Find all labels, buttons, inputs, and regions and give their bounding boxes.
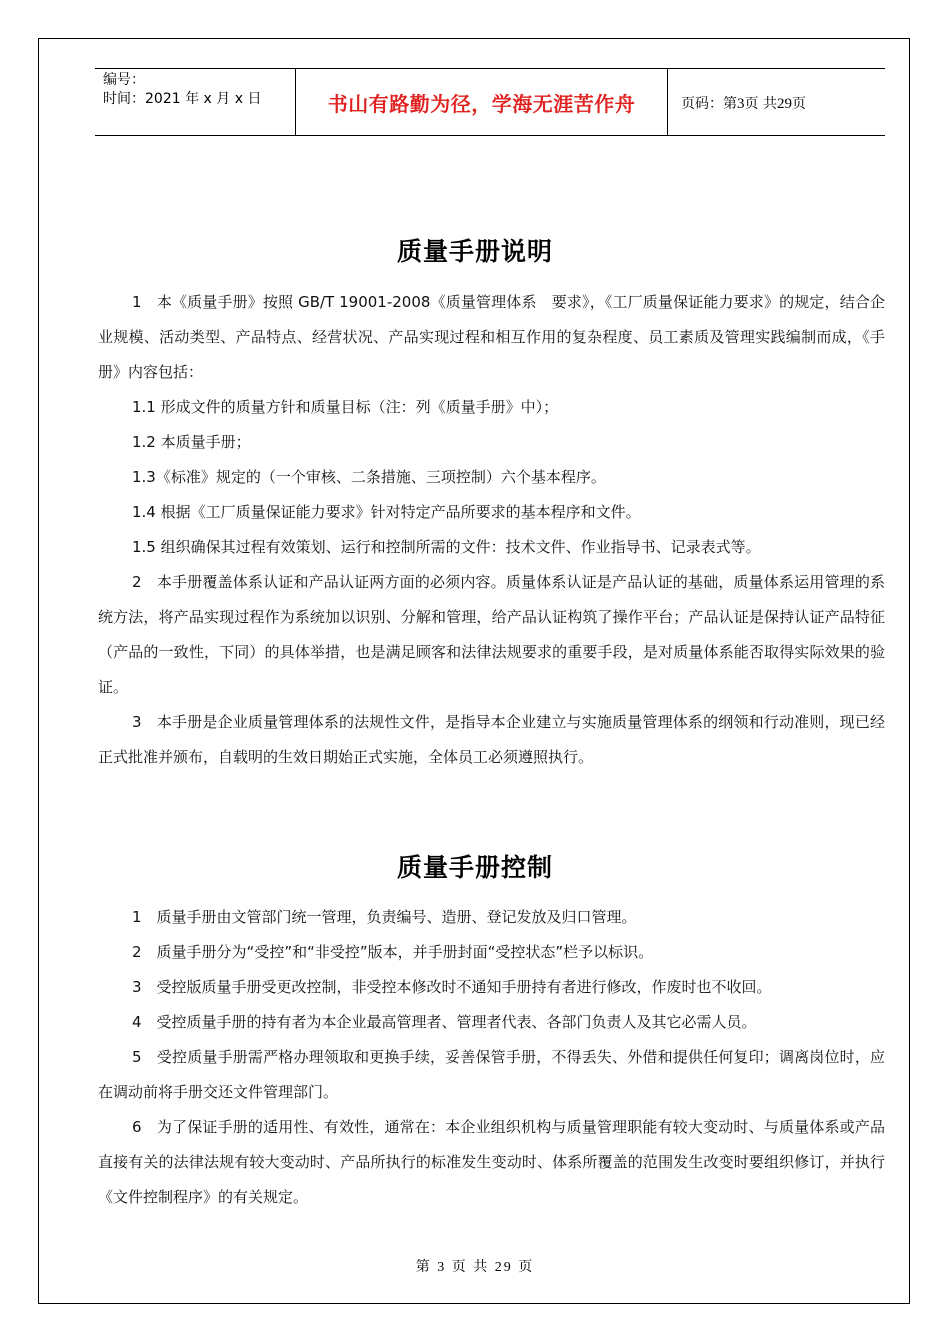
page-footer: 第 3 页 共 29 页: [415, 1260, 535, 1275]
page-suffix: 页: [791, 96, 806, 112]
time-label: 时间：2021 年 x 月 x 日: [103, 91, 262, 107]
section1-paragraph: 1.1 形成文件的质量方针和质量目标（注：列《质量手册》中）；: [132, 398, 559, 416]
section1-paragraph: 3 本手册是企业质量管理体系的法规性文件，是指导本企业建立与实施质量管理体系的纲领和行动准则，现已经正式批准并颁布，自载明的生效日期始正式实施，全体员工必须遵照执行。: [98, 713, 885, 766]
section1-paragraph: 1 本《质量手册》按照 GB/T 19001-2008《质量管理体系 要求》，《工厂质量保证能力要求》的规定，结合企业规模、活动类型、产品特点、经营状况、产品实现过程和相互作用的复杂程度、员工素质及管理实践编制而成，《手册》内容包括：: [98, 293, 885, 381]
section1-paragraph: 2 本手册覆盖体系认证和产品认证两方面的必须内容。质量体系认证是产品认证的基础，质量体系运用管理的系统方法，将产品实现过程作为系统加以识别、分解和管理，给产品认证构筑了操作平台；产品认证是保持认证产品特征（产品的一致性，下同）的具体举措，也是满足顾客和法律法规要求的重要手段，是对质量体系能否取得实际效果的验证。: [98, 573, 885, 696]
section2-paragraph: 5 受控质量手册需严格办理领取和更换手续，妥善保管手册，不得丢失、外借和提供任何复印；调离岗位时，应在调动前将手册交还文件管理部门。: [98, 1048, 885, 1101]
section1-paragraph: 1.3《标准》规定的（一个审核、二条措施、三项控制）六个基本程序。: [132, 468, 606, 486]
section2-paragraph: 6 为了保证手册的适用性、有效性，通常在：本企业组织机构与质量管理职能有较大变动时、与质量体系或产品直接有关的法律法规有较大变动时、产品所执行的标准发生变动时、体系所覆盖的范围发生改变时要组织修订，并执行《文件控制程序》的有关规定。: [98, 1118, 885, 1206]
section2-paragraph: 1 质量手册由文管部门统一管理，负责编号、造册、登记发放及归口管理。: [132, 908, 637, 926]
page-current: 3: [737, 96, 745, 112]
section2-body: [98, 900, 885, 1215]
section2-title: 质量手册控制: [396, 853, 553, 882]
page-prefix: 页码：第: [681, 96, 737, 112]
section1-paragraph: 1.2 本质量手册；: [132, 433, 251, 451]
section1-title: 质量手册说明: [396, 237, 553, 266]
section1-body: [98, 285, 885, 775]
section1-paragraph: 1.5 组织确保其过程有效策划、运行和控制所需的文件：技术文件、作业指导书、记录表式等。: [132, 538, 761, 556]
header-page-number: [681, 93, 806, 113]
header-left: [103, 71, 261, 109]
section2-paragraph: 2 质量手册分为“受控”和“非受控”版本，并手册封面“受控状态”栏予以标识。: [132, 943, 654, 961]
section2-paragraph: 3 受控版质量手册受更改控制，非受控本修改时不通知手册持有者进行修改，作废时也不收回。: [132, 978, 772, 996]
header-slogan: 书山有路勤为径，学海无涯苦作舟: [295, 69, 668, 135]
page-mid: 页 共: [744, 96, 777, 112]
page-total: 29: [776, 96, 792, 112]
number-label: 编号：: [103, 72, 145, 88]
page-header: [95, 68, 885, 136]
section2-paragraph: 4 受控质量手册的持有者为本企业最高管理者、管理者代表、各部门负责人及其它必需人员。: [132, 1013, 757, 1031]
section1-paragraph: 1.4 根据《工厂质量保证能力要求》针对特定产品所要求的基本程序和文件。: [132, 503, 641, 521]
